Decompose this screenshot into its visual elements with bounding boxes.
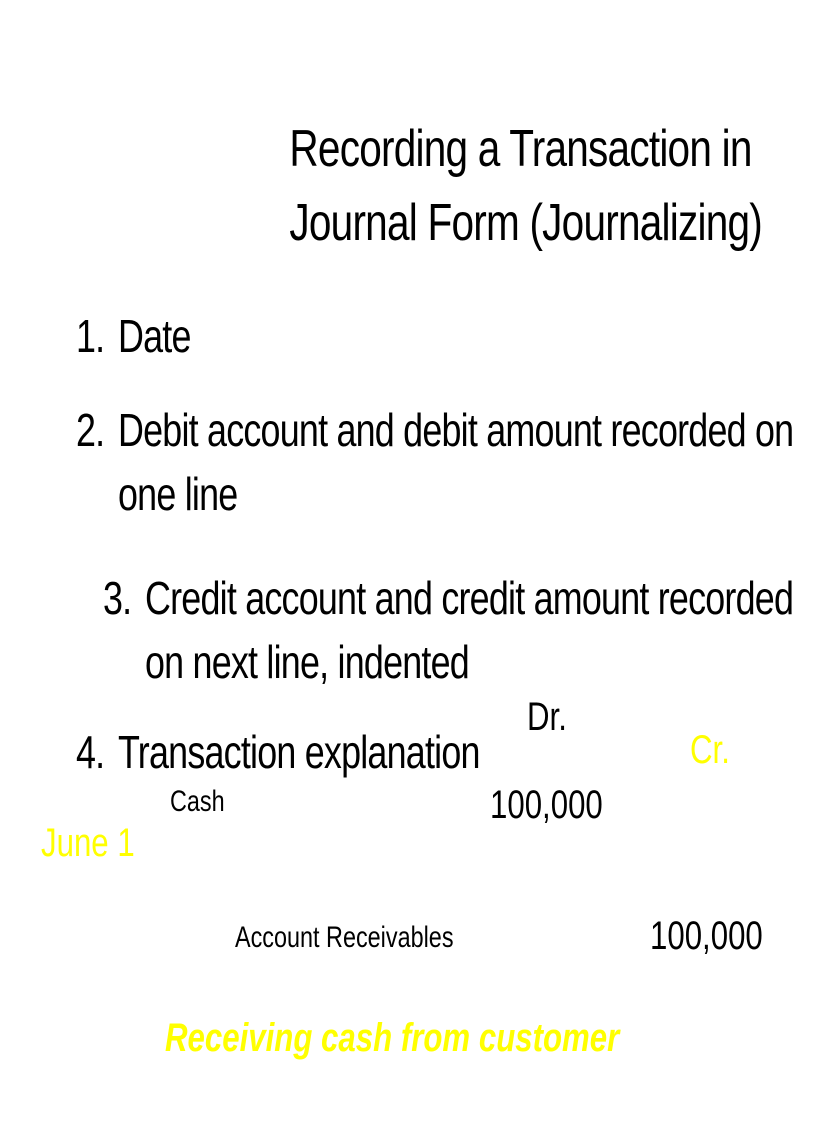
- credit-account: Account Receivables: [235, 921, 454, 954]
- debit-amount: 100,000: [490, 783, 603, 827]
- cr-column-header: Cr.: [690, 728, 730, 772]
- step-2: [76, 398, 794, 526]
- title-line-1: Recording a Transaction in: [289, 120, 752, 178]
- step-text-line-2: on next line, indented: [145, 636, 469, 688]
- step-text: Transaction explanation: [118, 726, 480, 778]
- step-4: [76, 720, 576, 784]
- step-number: 3.: [103, 572, 132, 624]
- credit-amount: 100,000: [650, 914, 763, 958]
- step-number: 4.: [76, 726, 105, 778]
- dr-column-header: Dr.: [527, 695, 567, 739]
- step-number: 2.: [76, 404, 105, 456]
- title-line-2: Journal Form (Journalizing): [289, 194, 762, 252]
- entry-date: June 1: [41, 821, 135, 865]
- step-text-line-1: Credit account and credit amount recorded: [145, 572, 794, 624]
- debit-account: Cash: [170, 785, 225, 818]
- step-3: [103, 566, 794, 694]
- step-1: [76, 304, 776, 368]
- step-text-line-2: one line: [118, 468, 238, 520]
- transaction-explanation: Receiving cash from customer: [165, 1016, 620, 1060]
- step-text: Date: [118, 310, 191, 362]
- slide-title: [230, 112, 770, 260]
- step-number: 1.: [76, 310, 105, 362]
- step-text-line-1: Debit account and debit amount recorded on: [118, 404, 794, 456]
